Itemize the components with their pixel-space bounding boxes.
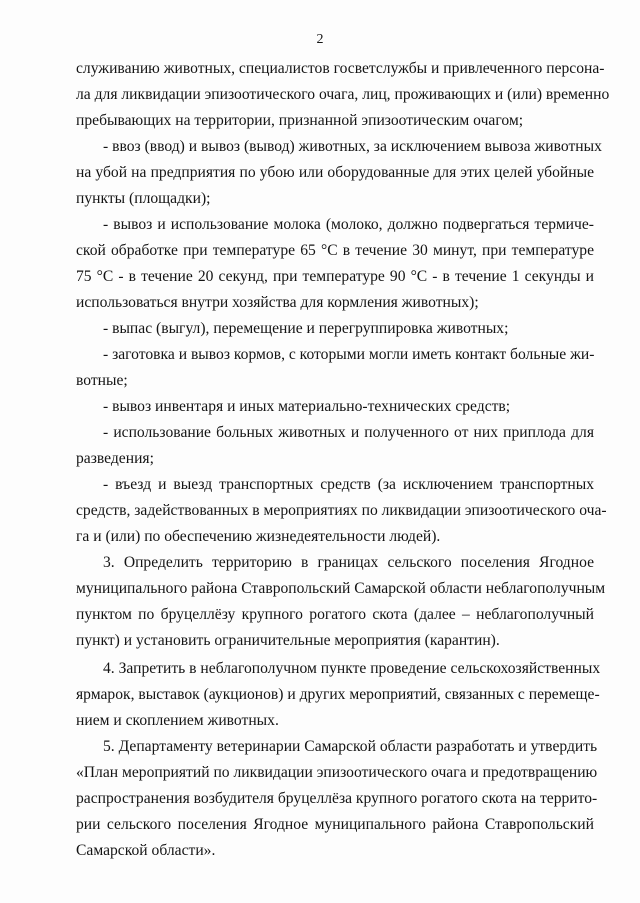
- text-line: 4. Запретить в неблагополучном пункте проведение сельскохозяйственных: [103, 660, 601, 677]
- text-line: 3. Определить территорию в границах сельского поселения Ягодное: [103, 554, 594, 571]
- text-line: - выпас (выгул), перемещение и перегруппировка животных;: [103, 320, 509, 337]
- text-line: га и (или) по обеспечению жизнедеятельности людей).: [76, 528, 441, 545]
- text-line: - ввоз (ввод) и вывоз (вывод) животных, за исключением вывоза животных: [103, 138, 602, 155]
- text-line: 5. Департаменту ветеринарии Самарской области разработать и утвердить: [103, 738, 598, 755]
- text-line: пребывающих на территории, признанной эпизоотическим очагом;: [76, 112, 524, 129]
- text-line: ской обработке при температуре 65 °С в течение 30 минут, при температуре: [76, 242, 594, 259]
- page-number: 2: [316, 32, 324, 47]
- text-line: нием и скоплением животных.: [76, 712, 279, 729]
- text-line: рии сельского поселения Ягодное муниципального района Ставропольский: [76, 816, 594, 833]
- text-line: - вывоз инвентаря и иных материально-технических средств;: [103, 398, 511, 415]
- text-line: пункт) и установить ограничительные мероприятия (карантин).: [76, 632, 500, 649]
- text-line: Самарской области».: [76, 842, 216, 859]
- text-line: на убой на предприятия по убою или оборудованные для этих целей убойные: [76, 164, 594, 181]
- text-line: муниципального района Ставропольский Самарской области неблагополучным: [76, 580, 606, 597]
- text-line: «План мероприятий по ликвидации эпизоотического очага и предотвращению: [76, 764, 598, 781]
- text-line: вотные;: [76, 372, 128, 389]
- text-line: разведения;: [76, 450, 154, 467]
- text-line: распространения возбудителя бруцеллёза крупного рогатого скота на террито-: [76, 790, 598, 807]
- text-line: - вывоз и использование молока (молоко, должно подвергаться термиче-: [103, 216, 594, 233]
- text-line: пунктом по бруцеллёзу крупного рогатого скота (далее – неблагополучный: [76, 606, 594, 623]
- text-line: пункты (площадки);: [76, 190, 211, 207]
- text-line: использоваться внутри хозяйства для кормления животных);: [76, 294, 479, 311]
- text-line: - въезд и выезд транспортных средств (за исключением транспортных: [103, 476, 594, 493]
- text-line: средств, задействованных в мероприятиях по ликвидации эпизоотического оча-: [76, 502, 607, 519]
- text-line: ярмарок, выставок (аукционов) и других мероприятий, связанных с перемеще-: [76, 686, 600, 703]
- text-line: ла для ликвидации эпизоотического очага, лиц, проживающих и (или) временно: [76, 86, 610, 103]
- text-line: 75 °С - в течение 20 секунд, при температуре 90 °С - в течение 1 секунды и: [76, 268, 594, 285]
- text-line: служиванию животных, специалистов госветслужбы и привлеченного персона-: [76, 60, 605, 77]
- text-line: - использование больных животных и полученного от них приплода для: [103, 424, 594, 441]
- text-line: - заготовка и вывоз кормов, с которыми могли иметь контакт больные жи-: [103, 346, 595, 363]
